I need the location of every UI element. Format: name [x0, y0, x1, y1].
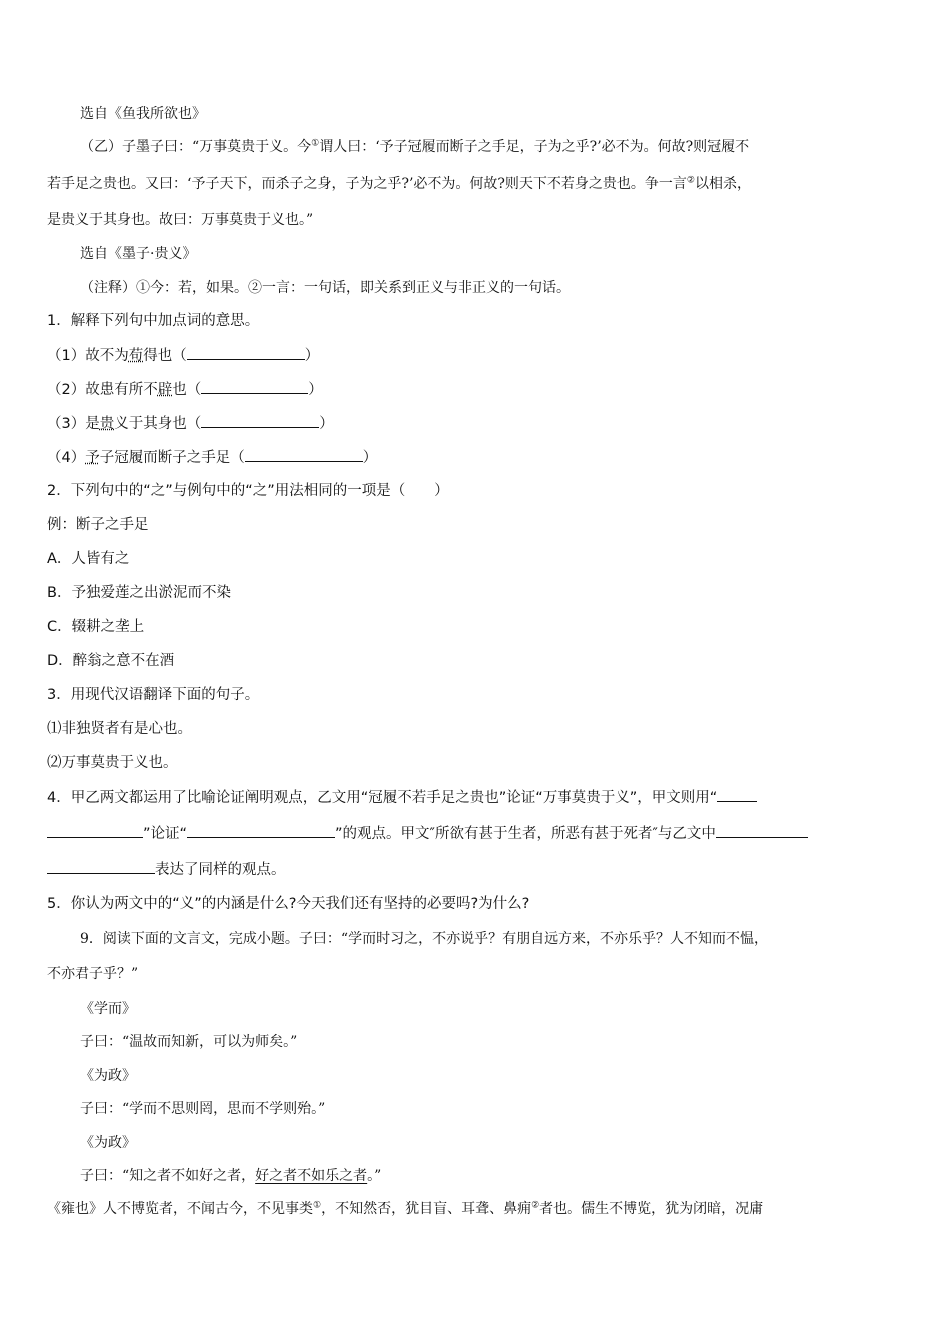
question-3-stem: 3．用现代汉语翻译下面的句子。 — [47, 687, 260, 703]
passage-b-line-3: 是贵义于其身也。故曰：万事莫贵于义也。” — [47, 212, 314, 228]
dotted-word: 予 — [85, 450, 100, 466]
answer-blank[interactable] — [716, 823, 808, 838]
quote-text: 子曰：“知之者不如好之者， — [80, 1168, 256, 1184]
quote-zhi-zhi-zhe — [80, 1166, 381, 1186]
footnote-mark-1: ① — [311, 138, 320, 149]
question-1-item-2 — [47, 379, 323, 400]
item-text: ） — [319, 416, 334, 432]
footnote-mark-2: ② — [686, 175, 695, 186]
question-2-option-a[interactable]: A．人皆有之 — [47, 551, 130, 567]
question-4-text: 表达了同样的观点。 — [155, 862, 286, 878]
question-2-option-b[interactable]: B．予独爱莲之出淤泥而不染 — [47, 585, 231, 601]
quote-text: 。” — [367, 1168, 382, 1184]
passage-a-source: 选自《鱼我所欲也》 — [80, 106, 206, 122]
answer-blank[interactable] — [717, 787, 757, 802]
item-text: 也（ — [172, 382, 202, 398]
underlined-phrase: 好之者不如乐之者 — [255, 1168, 368, 1184]
question-4-text: ”论证“ — [143, 826, 188, 842]
item-text: （3）是 — [47, 416, 100, 432]
item-text: （1）故不为 — [47, 348, 129, 364]
dotted-word: 辟 — [157, 382, 173, 398]
answer-blank[interactable] — [187, 345, 305, 360]
passage-b-text: 以相杀， — [695, 176, 751, 192]
question-9-line-1: 9．阅读下面的文言文，完成小题。子曰：“学而时习之，不亦说乎？有朋自远方来，不亦乐乎？人不知而不愠， — [80, 931, 769, 947]
item-text: 子冠履而断子之手足（ — [99, 450, 245, 466]
source-xue-er: 《学而》 — [80, 1001, 136, 1017]
question-3-item-1: ⑴非独贤者有是心也。 — [47, 721, 192, 737]
item-text: （4） — [47, 450, 86, 466]
passage-b-line-2 — [47, 174, 751, 194]
passage-text: 者也。儒生不博览，犹为闭暗，况庸 — [539, 1201, 764, 1217]
dotted-word: 苟 — [128, 348, 144, 364]
passage-b-text: 若手足之贵也。又曰：‘予子天下，而杀子之身，子为之乎?’必不为。何故?则天下不若身之贵也。争一言 — [47, 176, 687, 192]
dotted-word: 贵 — [99, 416, 115, 432]
passage-b-text: （乙）子墨子曰：“万事莫贵于义。今 — [80, 139, 312, 155]
passage-yong-ye — [47, 1199, 763, 1219]
question-2-example: 例：断子之手足 — [47, 517, 149, 533]
passage-b-source: 选自《墨子·贵义》 — [80, 246, 197, 262]
answer-blank[interactable] — [187, 823, 335, 838]
passage-text: 《雍也》人不博览者，不闻古今，不见事类 — [47, 1201, 313, 1217]
answer-blank[interactable] — [245, 447, 363, 462]
question-1-stem: 1．解释下列句中加点词的意思。 — [47, 313, 260, 329]
question-1-item-3 — [47, 413, 334, 434]
passage-b-text: 谓人曰：‘予子冠履而断子之手足，子为之乎?’必不为。何故?则冠履不 — [319, 139, 750, 155]
question-2-stem: 2．下列句中的“之”与例句中的“之”用法相同的一项是（ ） — [47, 483, 449, 499]
answer-blank[interactable] — [201, 379, 308, 394]
item-text: ） — [362, 450, 378, 466]
question-1-item-1 — [47, 345, 319, 366]
question-3-item-2: ⑵万事莫贵于义也。 — [47, 755, 178, 771]
question-4-line-1 — [47, 787, 757, 808]
passage-text: ，不知然否，犹目盲、耳聋、鼻痈 — [321, 1201, 532, 1217]
question-1-item-4 — [47, 447, 377, 468]
source-wei-zheng-1: 《为政》 — [80, 1068, 136, 1084]
footnote-mark-1: ① — [313, 1200, 322, 1211]
question-4-text: ”的观点。甲文″所欲有甚于生者，所恶有甚于死者″与乙文中 — [335, 826, 716, 842]
question-5: 5．你认为两文中的“义”的内涵是什么?今天我们还有坚持的必要吗?为什么? — [47, 896, 530, 912]
passage-b-line-1 — [80, 137, 749, 157]
quote-wen-gu: 子曰：“温故而知新，可以为师矣。” — [80, 1034, 298, 1050]
item-text: （2）故患有所不 — [47, 382, 158, 398]
question-9-line-2: 不亦君子乎？” — [47, 966, 139, 982]
quote-xue-er-bu-si: 子曰：“学而不思则罔，思而不学则殆。” — [80, 1101, 326, 1117]
answer-blank[interactable] — [201, 413, 319, 428]
question-4-line-3 — [47, 859, 286, 880]
footnote-mark-2: ② — [531, 1200, 540, 1211]
source-wei-zheng-2: 《为政》 — [80, 1135, 136, 1151]
item-text: 义于其身也（ — [114, 416, 202, 432]
item-text: ） — [304, 348, 320, 364]
question-2-option-d[interactable]: D．醉翁之意不在酒 — [47, 653, 175, 669]
question-2-option-c[interactable]: C．辍耕之垄上 — [47, 619, 145, 635]
answer-blank[interactable] — [47, 823, 143, 838]
question-4-text: 4．甲乙两文都运用了比喻论证阐明观点，乙文用“冠履不若手足之贵也”论证“万事莫贵于义”，甲文则用“ — [47, 790, 718, 806]
answer-blank[interactable] — [47, 859, 155, 874]
annotation-notes: （注释）①今：若，如果。②一言：一句话，即关系到正义与非正义的一句话。 — [80, 280, 570, 296]
item-text: ） — [308, 382, 323, 398]
question-4-line-2 — [47, 823, 808, 844]
item-text: 得也（ — [143, 348, 187, 364]
